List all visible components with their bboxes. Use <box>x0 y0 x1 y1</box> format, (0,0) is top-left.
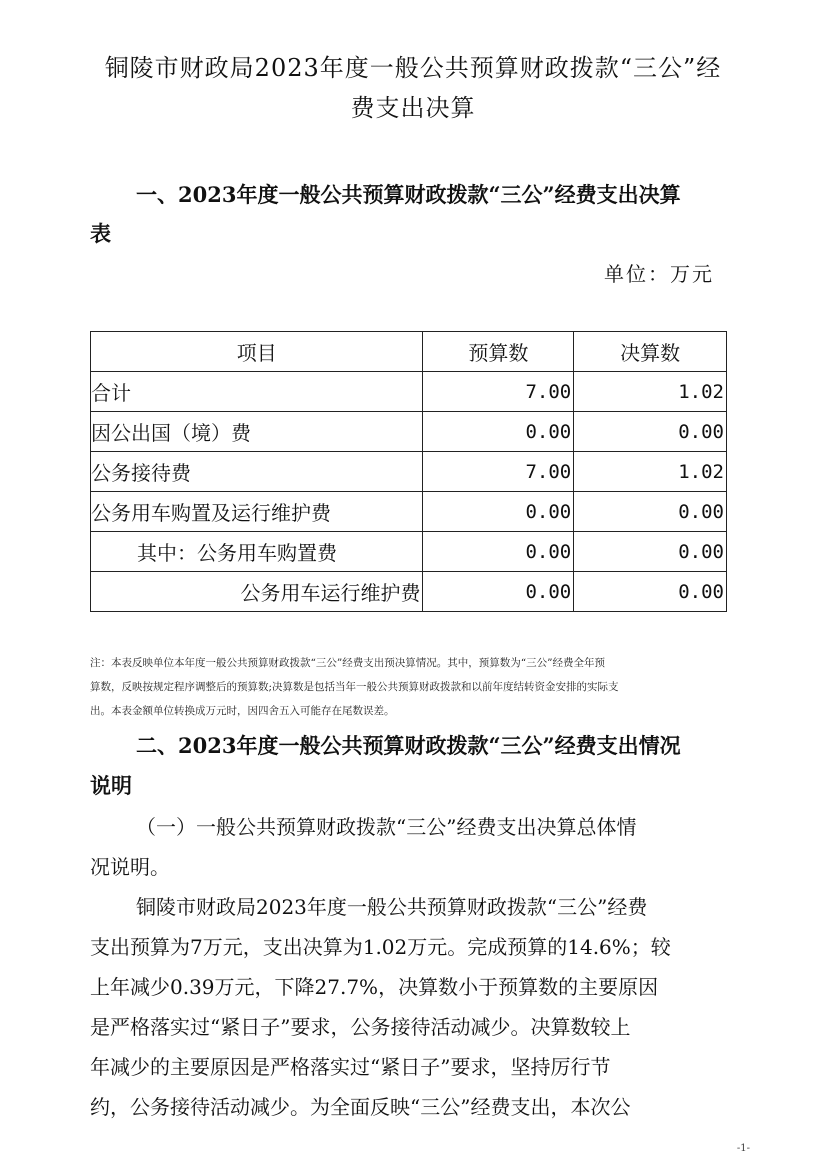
body-line-2: 支出预算为7万元，支出决算为1.02万元。完成预算的14.6%；较 <box>90 935 671 959</box>
table-row <box>91 532 727 572</box>
row-final: 1.02 <box>574 372 727 412</box>
unit-label: 单位：万元 <box>604 262 714 286</box>
subsection-heading-cont: 况说明。 <box>90 855 170 879</box>
row-final: 0.00 <box>574 572 727 612</box>
row-budget: 0.00 <box>423 532 574 572</box>
document-title-line1: 铜陵市财政局2023年度一般公共预算财政拨款“三公”经 <box>104 54 722 82</box>
table-note-line3: 出。本表金额单位转换成万元时，因四舍五入可能存在尾数误差。 <box>90 705 395 717</box>
table-row <box>91 492 727 532</box>
header-final: 决算数 <box>574 332 727 372</box>
body-line-3: 上年减少0.39万元，下降27.7%，决算数小于预算数的主要原因 <box>90 975 659 999</box>
section2-heading: 二、2023年度一般公共预算财政拨款“三公”经费支出情况 <box>136 733 681 758</box>
body-line-1: 铜陵市财政局2023年度一般公共预算财政拨款“三公”经费 <box>136 895 648 919</box>
row-final: 0.00 <box>574 412 727 452</box>
table-note-line1: 注：本表反映单位本年度一般公共预算财政拨款“三公”经费支出预决算情况。其中，预算数为“三公”经费全年预 <box>90 657 605 669</box>
row-final: 0.00 <box>574 492 727 532</box>
table-header-row <box>91 332 727 372</box>
body-line-5: 年减少的主要原因是严格落实过“紧日子”要求，坚持厉行节 <box>90 1055 611 1079</box>
row-item: 合计 <box>91 372 423 412</box>
row-item: 因公出国（境）费 <box>91 412 423 452</box>
row-final: 1.02 <box>574 452 727 492</box>
row-budget: 0.00 <box>423 412 574 452</box>
row-budget: 7.00 <box>423 372 574 412</box>
body-line-6: 约，公务接待活动减少。为全面反映“三公”经费支出，本次公 <box>90 1095 631 1119</box>
document-title-line2: 费支出决算 <box>350 94 476 122</box>
row-item: 公务用车购置及运行维护费 <box>91 492 423 532</box>
table-note-line2: 算数，反映按规定程序调整后的预算数;决算数是包括当年一般公共预算财政拨款和以前年度结转资金安排的实际支 <box>90 681 619 693</box>
section2-heading-cont: 说明 <box>90 773 132 798</box>
row-final: 0.00 <box>574 532 727 572</box>
row-item: 公务用车运行维护费 <box>91 572 423 612</box>
row-budget: 0.00 <box>423 492 574 532</box>
table-row <box>91 412 727 452</box>
table-row <box>91 452 727 492</box>
table-row <box>91 372 727 412</box>
row-item: 其中：公务用车购置费 <box>91 532 423 572</box>
page-number: -1- <box>736 1143 750 1154</box>
expense-table <box>90 331 727 612</box>
section1-heading: 一、2023年度一般公共预算财政拨款“三公”经费支出决算 <box>136 182 681 207</box>
body-line-4: 是严格落实过“紧日子”要求，公务接待活动减少。决算数较上 <box>90 1015 631 1039</box>
section1-heading-cont: 表 <box>90 221 111 246</box>
row-budget: 0.00 <box>423 572 574 612</box>
subsection-heading: （一）一般公共预算财政拨款“三公”经费支出决算总体情 <box>136 815 637 839</box>
header-item: 项目 <box>91 332 423 372</box>
row-budget: 7.00 <box>423 452 574 492</box>
row-item: 公务接待费 <box>91 452 423 492</box>
table-row <box>91 572 727 612</box>
header-budget: 预算数 <box>423 332 574 372</box>
